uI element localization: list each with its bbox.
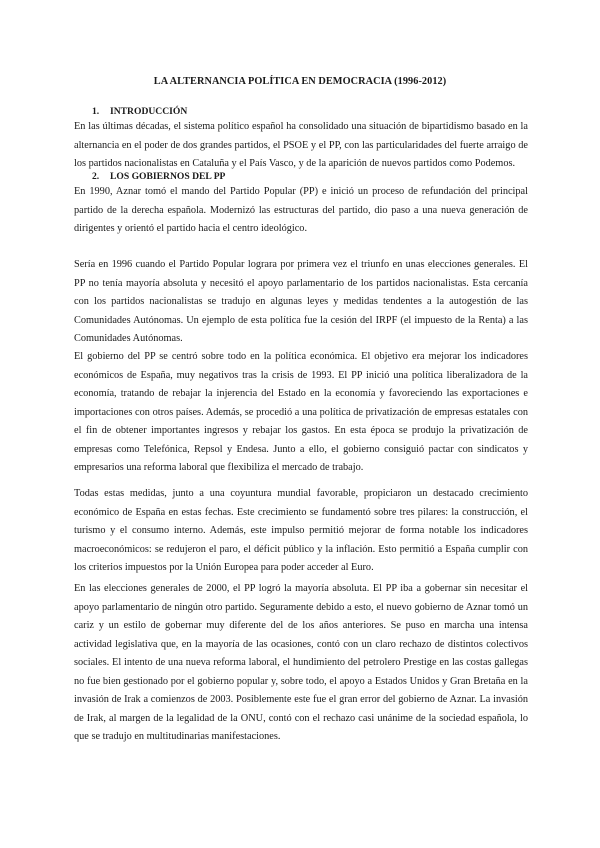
- paragraph-introduccion: En las últimas décadas, el sistema político español ha consolidado una situación de bipartidismo basado en la alternancia en el poder de dos grandes partidos, el PSOE y el PP, con las particularidades del fuerte arraigo de los partidos nacionalistas en Cataluña y el País Vasco, y de la aparición de nuevos partidos como Podemos.: [74, 121, 528, 169]
- paragraph-aznar-refundacion: En 1990, Aznar tomó el mando del Partido Popular (PP) e inició un proceso de refundación del principal partido de la derecha española. Modernizó las estructuras del partido, dio paso a una nueva generación de dirigentes y orientó el partido hacia el centro ideológico.: [74, 186, 528, 234]
- paragraph-elecciones-1996: Sería en 1996 cuando el Partido Popular lograra por primera vez el triunfo en unas elecciones generales. El PP no tenía mayoría absoluta y necesitó el apoyo parlamentario de los partidos nacionalistas. Esta cercanía con los partidos nacionalistas se tradujo en algunas leyes y medidas tendentes a la autogestión de las Comunidades Autónomas. Un ejemplo de esta política fue la cesión del IRPF (el impuesto de la Renta) a las Comunidades Autónomas.: [74, 259, 528, 344]
- paragraph-crecimiento-economico: Todas estas medidas, junto a una coyuntura mundial favorable, propiciaron un destacado crecimiento económico de España en estas fechas. Este crecimiento se fundamentó sobre tres pilares: la construcción, el turismo y el consumo interno. Además, este impulso permitió mejorar de forma notable los indicadores macroeconómicos: se redujeron el paro, el déficit público y la inflación. Esto permitió a España cumplir con los criterios impuestos por la Unión Europea para poder acceder al Euro.: [74, 488, 528, 573]
- section-heading-introduccion: [92, 106, 187, 117]
- section-title: INTRODUCCIÓN: [110, 106, 188, 117]
- section-heading-gobiernos-pp: [92, 171, 225, 182]
- section-number: 1.: [92, 106, 100, 117]
- section-title: LOS GOBIERNOS DEL PP: [110, 171, 226, 182]
- section-number: 2.: [92, 171, 100, 182]
- document-title: LA ALTERNANCIA POLÍTICA EN DEMOCRACIA (1996-2012): [153, 76, 447, 87]
- paragraph-politica-economica: El gobierno del PP se centró sobre todo en la política económica. El objetivo era mejorar los indicadores económicos de España, muy negativos tras la crisis de 1993. El PP inició una política liberalizadora de la economía, tratando de rebajar la injerencia del Estado en la economía y favoreciendo las exportaciones e importaciones con otros países. Además, se procedió a una política de privatización de empresas estatales con el fin de obtener importantes ingresos y rebajar los gastos. En esta época se produjo la privatización de empresas como Telefónica, Repsol y Endesa. Junto a ello, el gobierno consiguió pactar con sindicatos y empresarios una reforma laboral que flexibiliza el mercado de trabajo.: [74, 351, 528, 473]
- paragraph-elecciones-2000: En las elecciones generales de 2000, el PP logró la mayoría absoluta. El PP iba a gobernar sin necesitar el apoyo parlamentario de ningún otro partido. Seguramente debido a esto, el nuevo gobierno de Aznar tomó un cariz y un estilo de gobernar muy diferente del de los años anteriores. Se puso en marcha una intensa actividad legislativa que, en la mayoría de las ocasiones, contó con un claro rechazo de distintos colectivos sociales. El intento de una nueva reforma laboral, el hundimiento del petrolero Prestige en las costas gallegas no fue bien gestionado por el gobierno popular y, sobre todo, el apoyo a Estados Unidos y Gran Bretaña en la invasión de Irak a comienzos de 2003. Posiblemente este fue el gran error del gobierno de Aznar. La invasión de Irak, al margen de la legalidad de la ONU, contó con el rechazo casi unánime de la sociedad española, lo que se tradujo en multitudinarias manifestaciones.: [74, 583, 528, 742]
